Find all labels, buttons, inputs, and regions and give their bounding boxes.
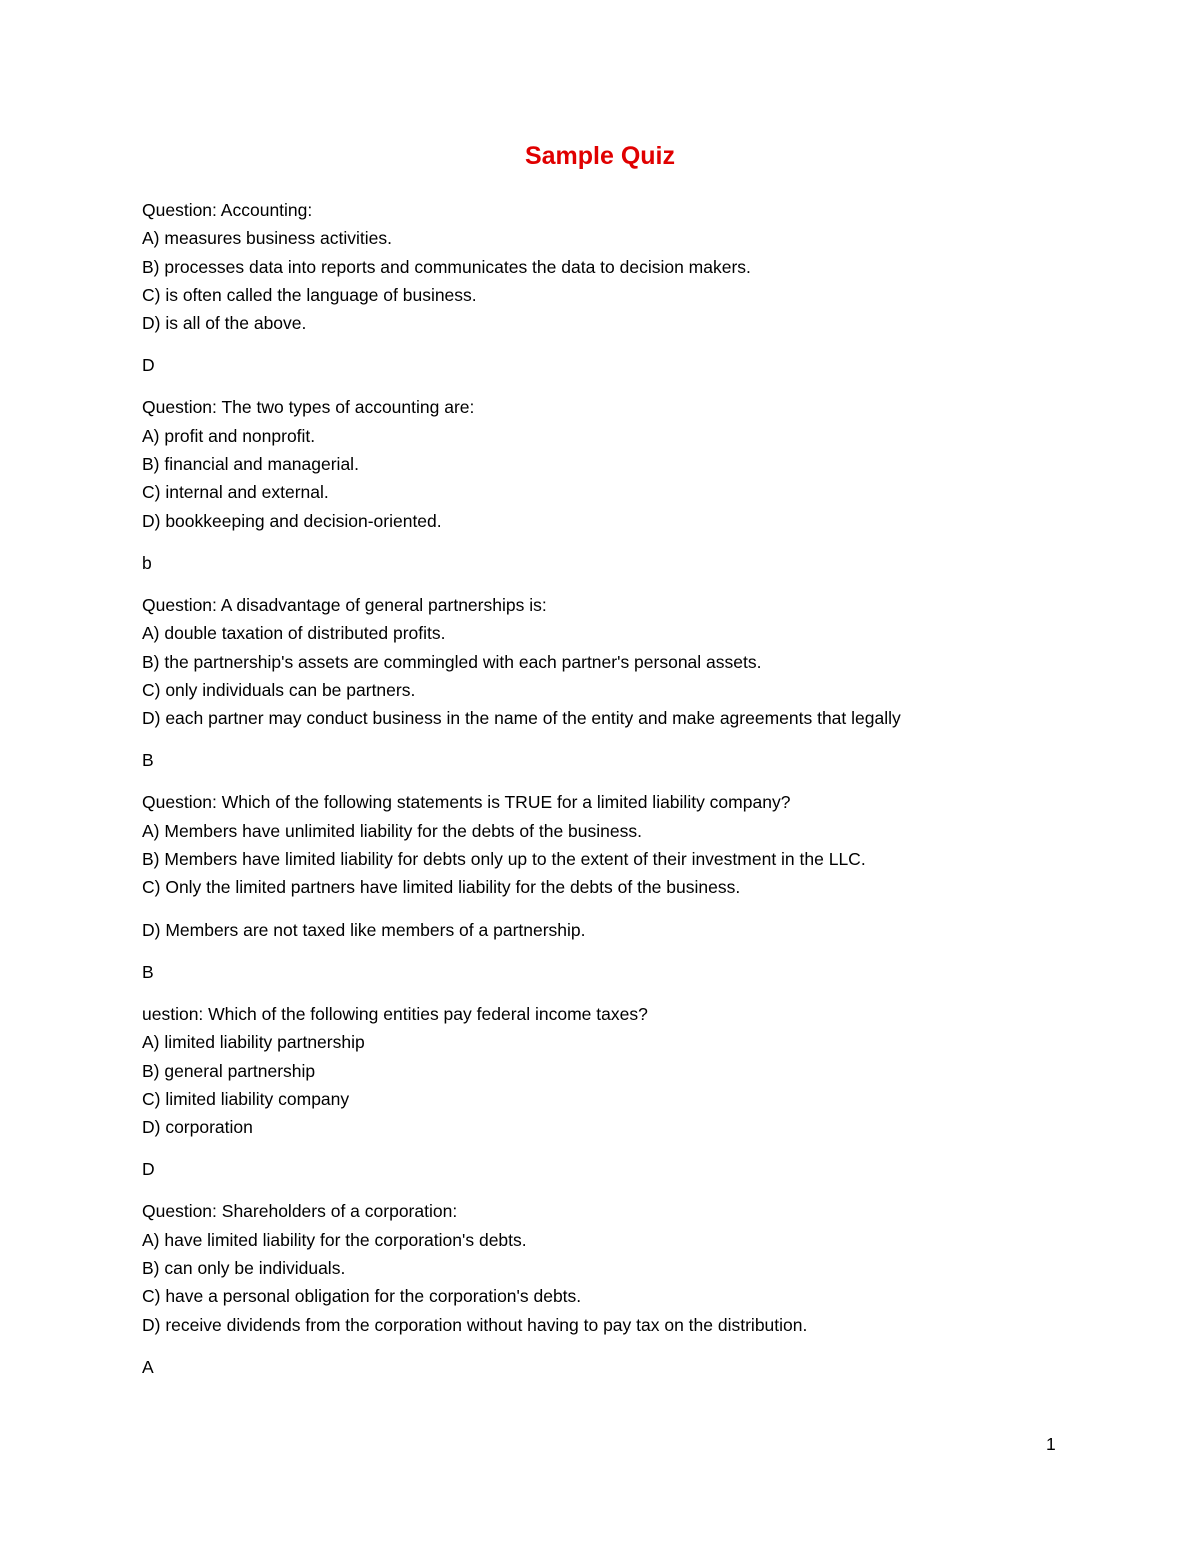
option-c: C) have a personal obligation for the corporation's debts. (142, 1286, 582, 1307)
question-text: Question: Which of the following statements is TRUE for a limited liability company? (142, 792, 791, 813)
answer-text: A (142, 1356, 154, 1377)
question-block (142, 1000, 1142, 1183)
option-c: C) internal and external. (142, 482, 329, 503)
answer-text: b (142, 552, 152, 573)
question-block (142, 196, 1142, 379)
option-a: A) Members have unlimited liability for the debts of the business. (142, 820, 642, 841)
question-block (142, 393, 1142, 576)
answer-text: D (142, 1159, 155, 1180)
option-b: B) financial and managerial. (142, 454, 359, 475)
answer-text: B (142, 961, 154, 982)
option-b: B) Members have limited liability for debts only up to the extent of their investment in the LLC. (142, 849, 866, 870)
answer-text: B (142, 750, 154, 771)
question-block (142, 788, 1142, 985)
option-a: A) profit and nonprofit. (142, 425, 316, 446)
option-a: A) limited liability partnership (142, 1032, 365, 1053)
quiz-content (142, 196, 1142, 1395)
option-d: D) each partner may conduct business in the name of the entity and make agreements that legally (142, 708, 901, 729)
option-c: C) is often called the language of business. (142, 284, 477, 305)
option-d: D) Members are not taxed like members of a partnership. (142, 919, 586, 940)
option-c: C) Only the limited partners have limited liability for the debts of the business. (142, 877, 741, 898)
question-block (142, 1197, 1142, 1380)
option-c: C) limited liability company (142, 1088, 350, 1109)
option-b: B) can only be individuals. (142, 1258, 346, 1279)
answer-text: D (142, 355, 155, 376)
option-d: D) bookkeeping and decision-oriented. (142, 510, 442, 531)
option-b: B) the partnership's assets are commingled with each partner's personal assets. (142, 651, 762, 672)
option-b: B) general partnership (142, 1060, 316, 1081)
option-b: B) processes data into reports and communicates the data to decision makers. (142, 256, 751, 277)
option-c: C) only individuals can be partners. (142, 679, 416, 700)
option-a: A) have limited liability for the corporation's debts. (142, 1229, 527, 1250)
page-number: 1 (1046, 1434, 1056, 1454)
page-title: Sample Quiz (524, 142, 676, 170)
question-text: uestion: Which of the following entities pay federal income taxes? (142, 1003, 648, 1024)
option-d: D) corporation (142, 1117, 253, 1138)
question-text: Question: A disadvantage of general partnerships is: (142, 594, 547, 615)
question-text: Question: The two types of accounting are: (142, 397, 475, 418)
question-text: Question: Accounting: (142, 200, 313, 220)
option-a: A) double taxation of distributed profits. (142, 623, 446, 644)
question-block (142, 591, 1142, 774)
question-text: Question: Shareholders of a corporation: (142, 1201, 458, 1222)
option-a: A) measures business activities. (142, 228, 392, 249)
option-d: D) receive dividends from the corporation without having to pay tax on the distribution. (142, 1314, 808, 1335)
option-d: D) is all of the above. (142, 313, 307, 334)
